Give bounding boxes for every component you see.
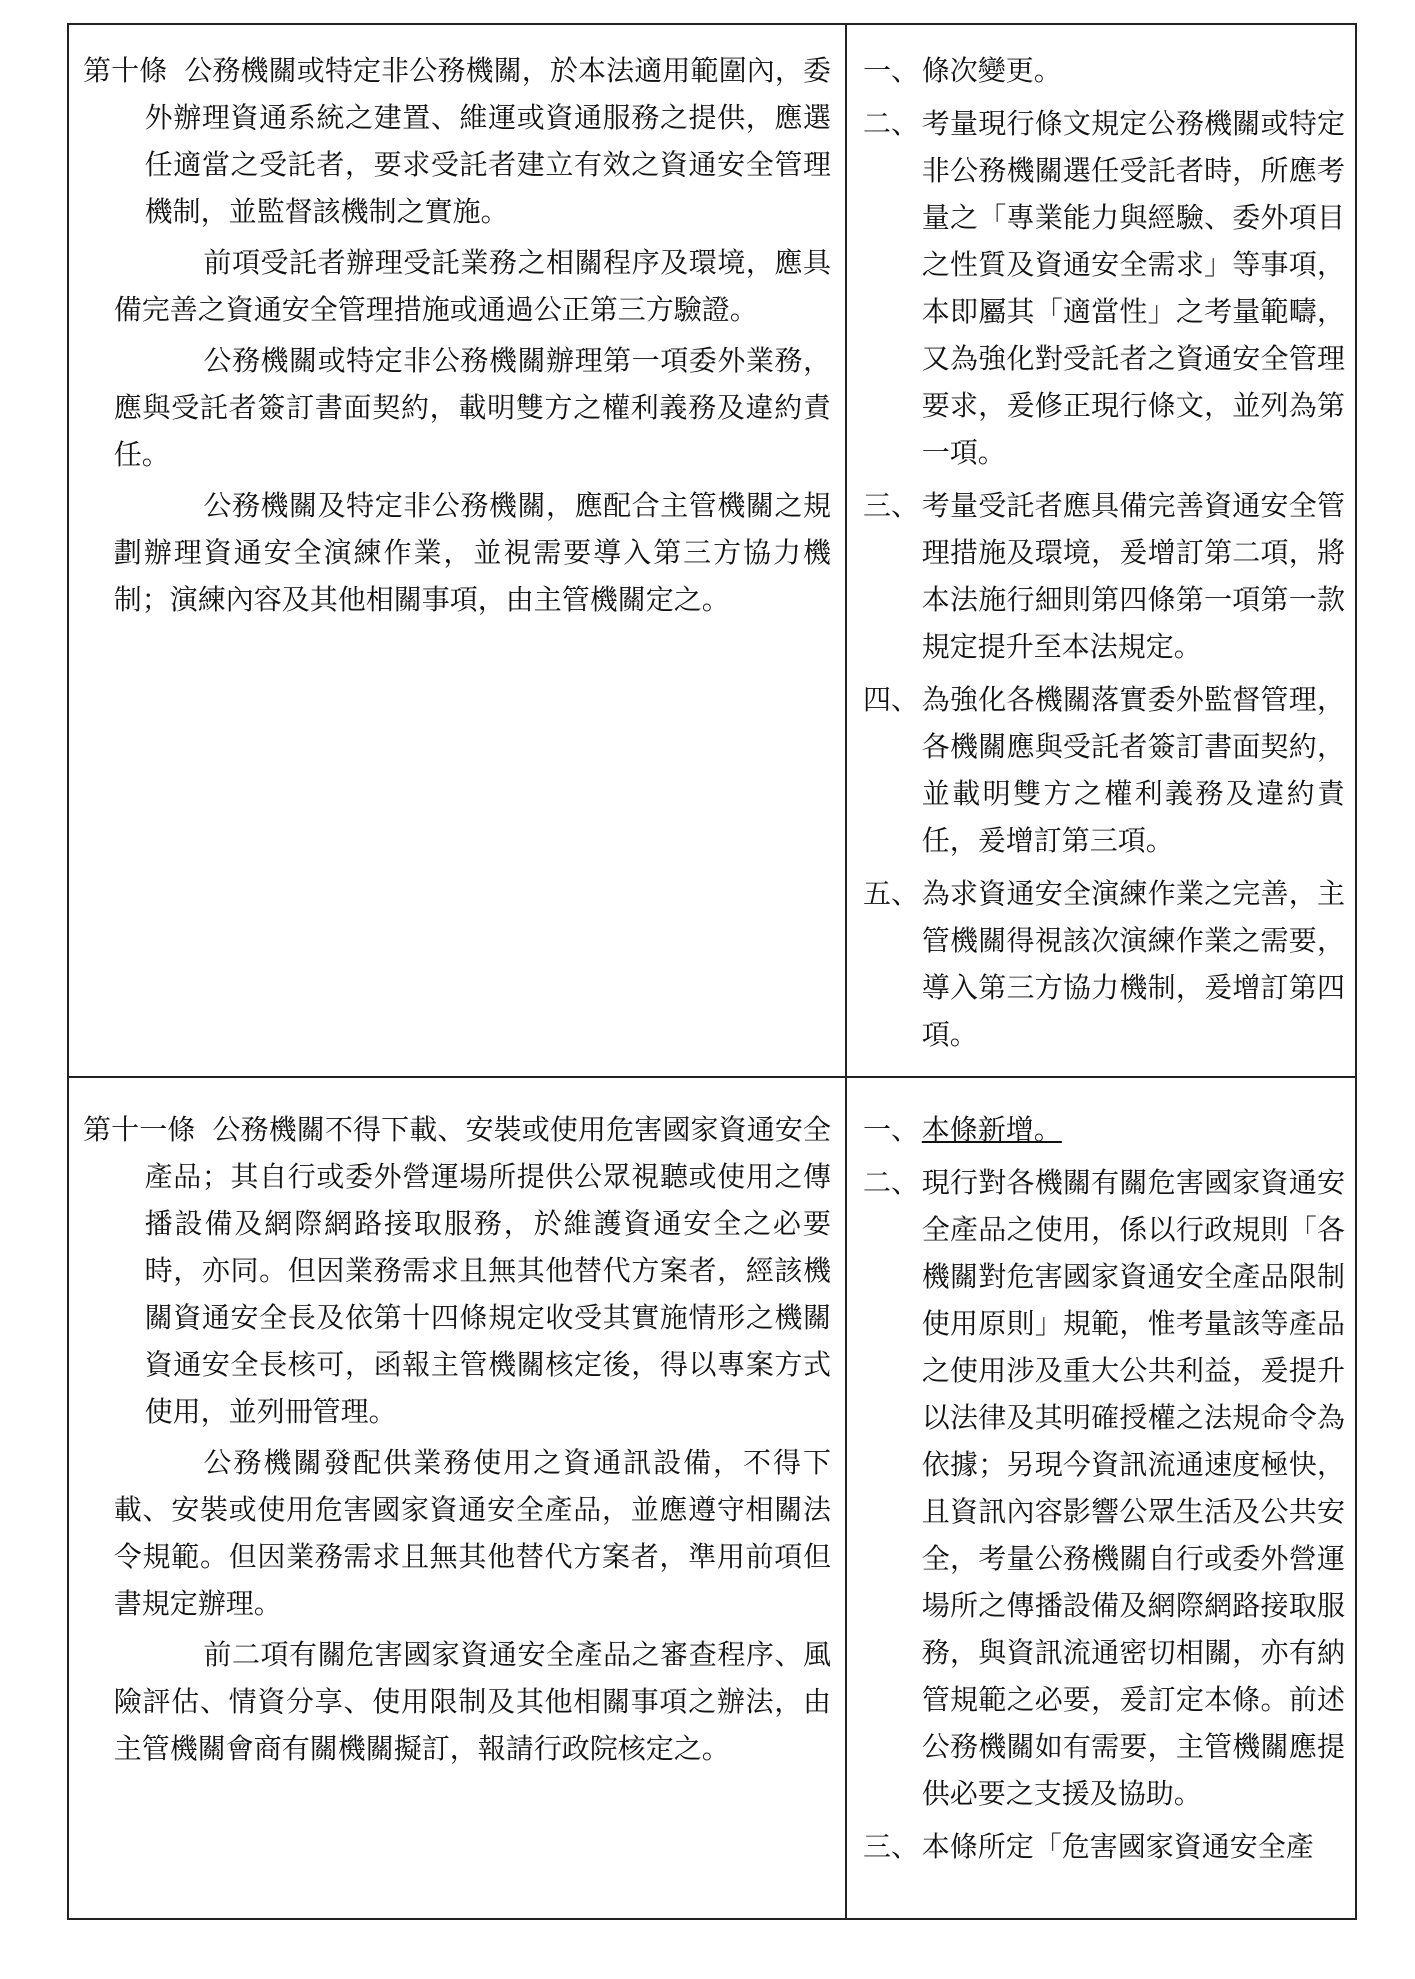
table-row	[69, 25, 1355, 1078]
column-divider	[845, 1078, 847, 1920]
article-first-paragraph	[83, 47, 831, 235]
table-row	[69, 1078, 1355, 1920]
explanation-text: 為求資通安全演練作業之完善，主管機關得視該次演練作業之需要，導入第三方協力機制，爰增訂第四項。	[921, 877, 1345, 1051]
explanation-number: 三、	[863, 1830, 920, 1863]
explanation-text: 考量受託者應具備完善資通安全管理措施及環境，爰增訂第二項，將本法施行細則第四條第一項第一款規定提升至本法規定。	[921, 489, 1345, 663]
explanation-cell	[863, 47, 1345, 1064]
article-label: 第十一條	[83, 1113, 196, 1146]
explanation-number: 三、	[863, 489, 920, 522]
article-paragraph: 公務機關或特定非公務機關辦理第一項委外業務，應與受託者簽訂書面契約，載明雙方之權利義務及違約責任。	[113, 344, 831, 471]
explanation-text: 條次變更。	[921, 54, 1062, 87]
explanation-item	[863, 1159, 1345, 1817]
explanation-item	[863, 1823, 1345, 1870]
explanation-text: 為強化各機關落實委外監督管理，各機關應與受託者簽訂書面契約，並載明雙方之權利義務及違約責任，爰增訂第三項。	[921, 683, 1345, 857]
article-text: 公務機關或特定非公務機關，於本法適用範圍內，委外辦理資通系統之建置、維運或資通服務之提供，應選任適當之受託者，要求受託者建立有效之資通安全管理機制，並監督該機制之實施。	[144, 54, 831, 228]
column-divider	[845, 25, 847, 1076]
explanation-number: 一、	[863, 1113, 920, 1146]
explanation-number: 五、	[863, 877, 920, 910]
explanation-text: 現行對各機關有關危害國家資通安全產品之使用，係以行政規則「各機關對危害國家資通安全產品限制使用原則」規範，惟考量該等產品之使用涉及重大公共利益，爰提升以法律及其明確授權之法規命令為依據；另現今資訊流通速度極快，且資訊內容影響公眾生活及公共安全，考量公務機關自行或委外營運場所之傳播設備及網際網路接取服務，與資訊流通密切相關，亦有納管規範之必要，爰訂定本條。前述公務機關如有需要，主管機關應提供必要之支援及協助。	[921, 1166, 1345, 1810]
explanation-cell	[863, 1106, 1345, 1876]
article-paragraph: 前項受託者辦理受託業務之相關程序及環境，應具備完善之資通安全管理措施或通過公正第三方驗證。	[113, 246, 831, 326]
article-paragraph: 公務機關發配供業務使用之資通訊設備，不得下載、安裝或使用危害國家資通安全產品，並應遵守相關法令規範。但因業務需求且無其他替代方案者，準用前項但書規定辦理。	[113, 1446, 831, 1620]
article-label: 第十條	[83, 54, 168, 87]
explanation-number: 二、	[863, 1166, 920, 1199]
explanation-number: 一、	[863, 54, 920, 87]
explanation-item	[863, 870, 1345, 1058]
explanation-number: 四、	[863, 683, 920, 716]
explanation-text: 考量現行條文規定公務機關或特定非公務機關選任受託者時，所應考量之「專業能力與經驗、委外項目之性質及資通安全需求」等事項，本即屬其「適當性」之考量範疇，又為強化對受託者之資通安全管理要求，爰修正現行條文，並列為第一項。	[921, 107, 1345, 469]
article-paragraph: 前二項有關危害國家資通安全產品之審查程序、風險評估、情資分享、使用限制及其他相關事項之辦法，由主管機關會商有關機關擬訂，報請行政院核定之。	[113, 1638, 831, 1765]
explanation-item	[863, 676, 1345, 864]
article-cell	[83, 1106, 831, 1772]
document-table	[67, 23, 1357, 1920]
article-first-paragraph	[83, 1106, 831, 1435]
explanation-text: 本條新增。	[921, 1113, 1062, 1146]
article-cell	[83, 47, 831, 623]
explanation-item	[863, 1106, 1345, 1153]
article-paragraph: 公務機關及特定非公務機關，應配合主管機關之規劃辦理資通安全演練作業，並視需要導入第三方協力機制；演練內容及其他相關事項，由主管機關定之。	[113, 489, 831, 616]
article-text: 公務機關不得下載、安裝或使用危害國家資通安全產品；其自行或委外營運場所提供公眾視聽或使用之傳播設備及網際網路接取服務，於維護資通安全之必要時，亦同。但因業務需求且無其他替代方案者，經該機關資通安全長及依第十四條規定收受其實施情形之機關資通安全長核可，函報主管機關核定後，得以專案方式使用，並列冊管理。	[144, 1113, 831, 1428]
explanation-item	[863, 100, 1345, 476]
explanation-item	[863, 482, 1345, 670]
explanation-item	[863, 47, 1345, 94]
explanation-text: 本條所定「危害國家資通安全產	[921, 1830, 1314, 1863]
explanation-number: 二、	[863, 107, 920, 140]
